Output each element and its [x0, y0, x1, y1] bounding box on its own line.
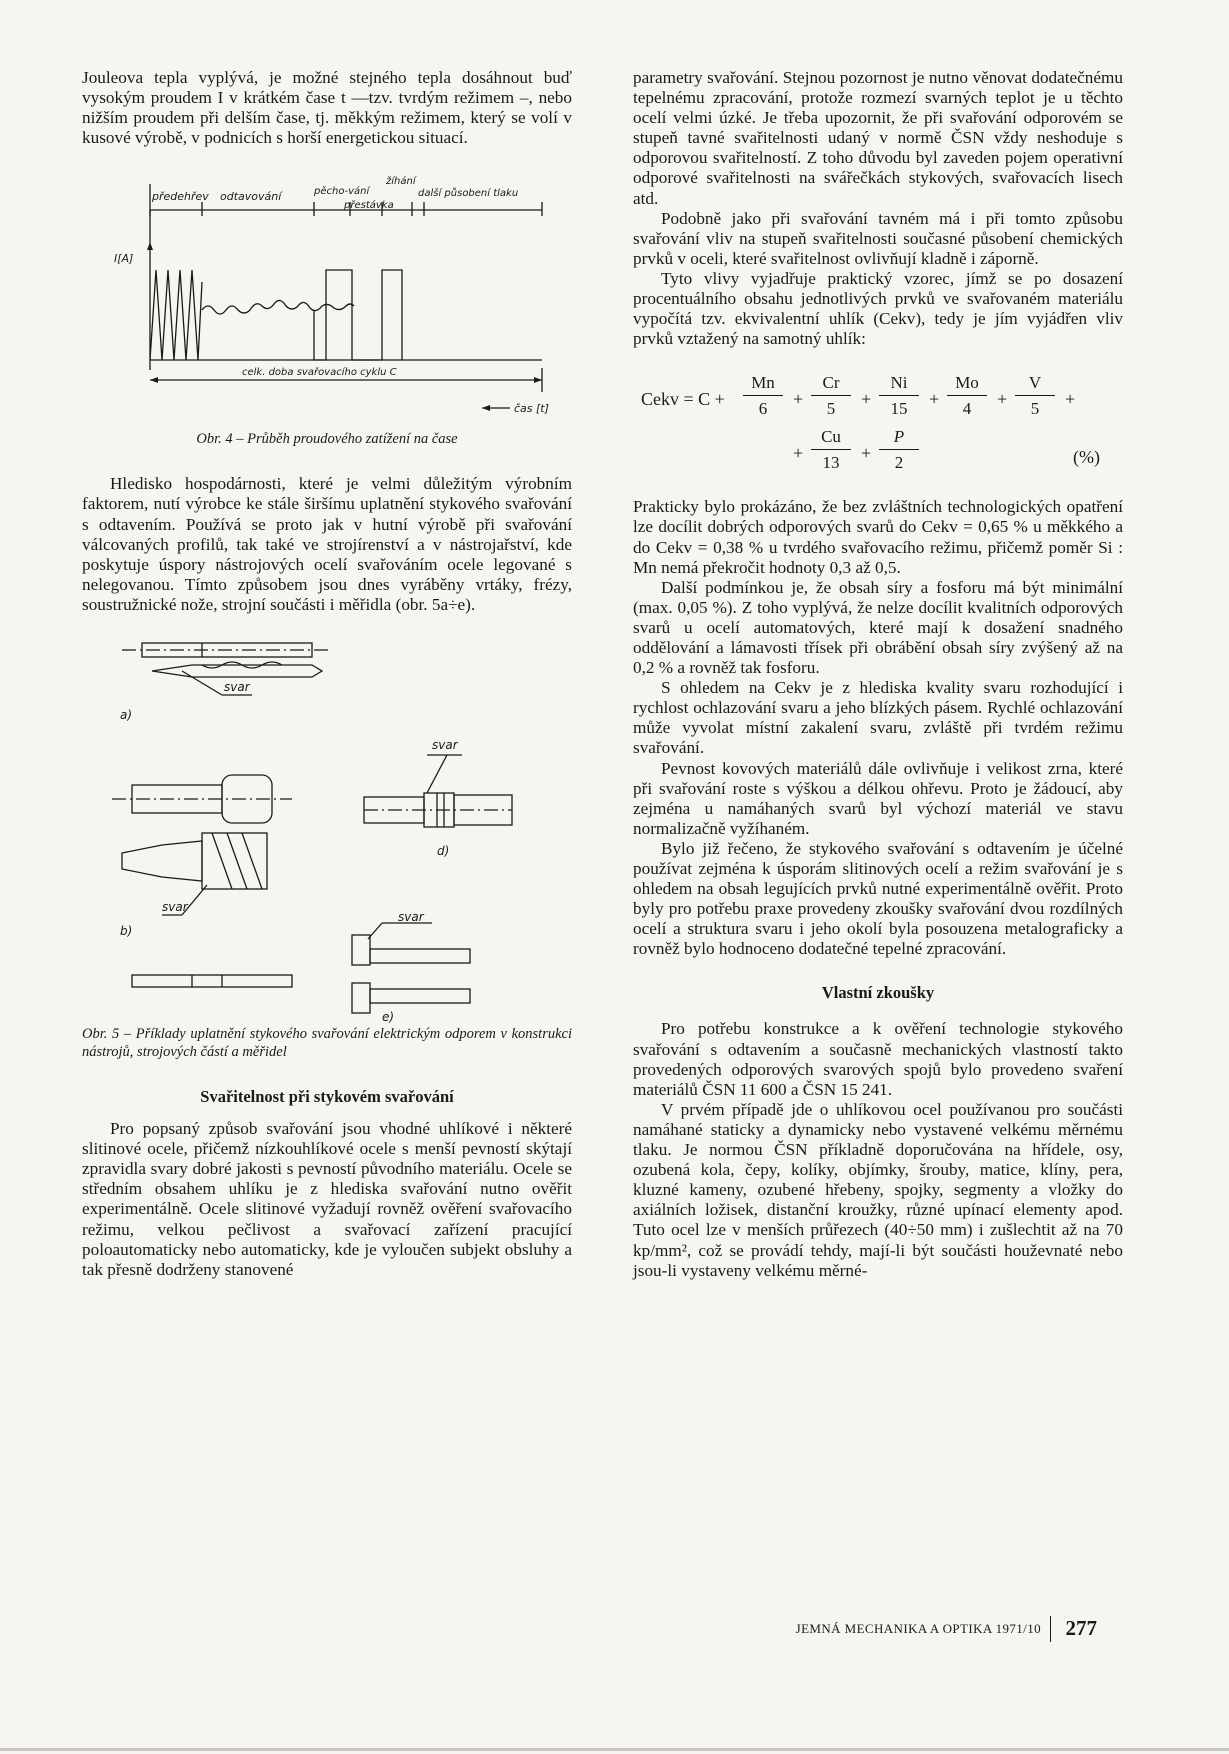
frac-ni: [879, 373, 919, 419]
frac-den: 5: [1030, 399, 1040, 419]
fig4-time-label: čas [t]: [514, 402, 549, 416]
paragraph: Pevnost kovových materiálů dále ovlivňuje i velikost zrna, které při svařování roste s výškou a délkou ohřevu. Proto je žádoucí, aby zejména u namáhaných svarů byl výchozí materiál ve stavu normalizačně vyžíhaném.: [633, 758, 1123, 838]
journal-name: JEMNÁ MECHANIKA A OPTIKA 1971/10: [795, 1621, 1041, 1636]
fig4-label-pechovani: pěcho-vání: [314, 186, 370, 198]
frac-den: 2: [894, 453, 904, 473]
section-heading: Svařitelnost při stykovém svařování: [200, 1087, 454, 1107]
formula-lhs: Cekv = C +: [641, 389, 725, 410]
fig5-label-b: b): [120, 924, 133, 939]
svar-label-b: svar: [162, 900, 188, 915]
fig4-label-odtavovani: odtavování: [220, 190, 282, 204]
frac-mo: [947, 373, 987, 419]
cekv-formula: [633, 367, 1123, 479]
frac-cu: [811, 427, 851, 473]
plus: +: [793, 443, 804, 464]
page-number: 277: [1065, 1616, 1097, 1640]
frac-v: [1015, 373, 1055, 419]
plus: +: [861, 443, 872, 464]
frac-den: 5: [826, 399, 836, 419]
right-column: [633, 68, 1123, 1281]
paragraph: Jouleova tepla vyplývá, je možné stejného tepla dosáhnout buď vysokým proudem I v krátkém čase t —tzv. tvrdým režimem –, nebo nižším proudem při delším čase, tj. měkkým režimem, který se volí v kusové výrobě, v podnicích s horší energetickou situací.: [82, 68, 572, 148]
plus: +: [997, 389, 1008, 410]
fig4-label-predehrev: předehřev: [152, 190, 209, 204]
paragraph: Pro potřebu konstrukce a k ověření technologie stykového svařování s odtavením a současně mechanických vlastností takto provedených odporových svarových spojů bylo provedeno svaření materiálů ČSN 11 600 a ČSN 15 241.: [633, 1019, 1123, 1099]
frac-den: 13: [822, 453, 840, 473]
paragraph: Tyto vlivy vyjadřuje praktický vzorec, jímž se po dosazení procentuálního obsahu jednotlivých prvků ve svařovaném materiálu vypočítá tzv. ekvivalentní uhlík (Cekv), tedy je jím vyjádřen vliv prvků vztažený na samotný uhlík:: [633, 268, 1123, 349]
formula-unit: (%): [1073, 447, 1100, 468]
fig4-y-axis-label: I[A]: [114, 252, 134, 266]
paragraph: Bylo již řečeno, že stykového svařování s odtavením je účelné používat zejména k úsporám slitinových ocelí a režim svařování je s ohledem na obsah legujících prvků nutné experimentálně ověřit. Proto byly pro potřebu praxe provedeny zkoušky svařování dvou rozdílných ocelí a struktura svaru i jeho okolí byla posouzena metalograficky a rovněž bylo hodnoceno dodatečné tepelné zpracování.: [633, 838, 1123, 959]
frac-num: V: [1028, 373, 1042, 393]
paragraph: Pro popsaný způsob svařování jsou vhodné uhlíkové i některé slitinové ocele, přičemž nízkouhlíkové ocele s menší pevností skýtají zpravidla svary dobré jakosti s pevností původního materiálu. Ocele se středním obsahem uhlíku je z hlediska svařování nutno ověřit experimentálně. Ocele slitinové vyžadují rovněž ověření svařovacího režimu, velkou pečlivost a svařovací zařízení pracující poloautomaticky nebo automaticky, kde je vyloučen subjekt obsluhy a tak přesně dodrženy stanovené: [82, 1119, 572, 1279]
paragraph: V prvém případě jde o uhlíkovou ocel používanou pro součásti namáhané staticky a dynamicky nebo vystavené velkému měrnému tlaku. Je normou ČSN příkladně doporučována na hřídele, osy, ozubená kola, čepy, kolíky, objímky, šrouby, matice, klíny, pera, kluzné kameny, ozubené hřebeny, spojky, segmenty a vložky do axiálních ložisek, distanční kroužky, různé upínací elementy apod. Tuto ocel lze v menších průřezech (40÷50 mm) i zušlechtit až na 70 kp/mm², což se provádí tehdy, mají-li být součásti houževnaté nebo jsou-li vystaveny velkému měrné-: [633, 1099, 1123, 1280]
frac-mn: [743, 373, 783, 419]
paragraph: Další podmínkou je, že obsah síry a fosforu má být minimální (max. 0,05 %). Z toho vyplývá, že nelze docílit kvalitních odporových svarů u ocelí automatových, které mají k dosažení snadného oddělování a lámavosti třísek při obrábění obsah síry zvýšený až na 0,2 % a rovněž tak fosforu.: [633, 577, 1123, 678]
page-footer: [757, 1616, 1097, 1640]
scan-edge: [0, 1748, 1229, 1751]
fig5-label-e: e): [382, 1010, 395, 1025]
figure-4-current-chart: [82, 170, 572, 420]
frac-p: [879, 427, 919, 473]
fig5-label-d: d): [437, 844, 450, 859]
frac-num: Mn: [751, 373, 775, 393]
paragraph: S ohledem na Cekv je z hlediska kvality svaru rozhodující i rychlost ochlazování svaru a jeho blízkých pásem. Rychlé ochlazování může vyvolat místní zakalení svaru, zvláště při tvrdém režimu svařování.: [633, 678, 1123, 758]
svar-label-a: svar: [224, 680, 250, 695]
left-column: [82, 68, 572, 1280]
frac-num: Mo: [955, 373, 979, 393]
plus: +: [793, 389, 804, 410]
frac-num: Ni: [890, 373, 908, 393]
fig4-label-prestavka: přestávka: [344, 200, 394, 212]
figure-5-drawings: [82, 635, 572, 1025]
fig4-cycle-label: celk. doba svařovacího cyklu C: [242, 367, 397, 379]
figure-4-caption: Obr. 4 – Průběh proudového zatížení na čase: [196, 431, 458, 448]
paragraph: Hledisko hospodárnosti, které je velmi důležitým výrobním faktorem, nutí výrobce ke stále širšímu uplatnění stykového svařování s odtavením. Používá se proto jak v hutní výrobě při svařování válcovaných profilů, tak také ve strojírenství a v nástrojařství, kde poskytuje úspory nástrojových ocelí svařováním ocele legované s nelegovanou. Tímto způsobem jsou dnes vyráběny vrtáky, frézy, soustružnické nože, strojní součásti i měřidla (obr. 5a÷e).: [82, 474, 572, 614]
frac-num: Cr: [822, 373, 840, 393]
fig5-label-a: a): [120, 708, 133, 723]
paragraph: parametry svařování. Stejnou pozornost je nutno věnovat dodatečnému tepelnému zpracování, protože rozmezí svarných teplot je u těchto ocelí velmi úzké. Je třeba upozornit, že při svařování odporovém se stupeň tavné svařitelnosti udaný v normě ČSN vždy neshoduje s odporovou svařitelností. Z toho důvodu byl zaveden pojem operativní odporové svařitelnosti na svářečkách stykových, svařovacích lisech atd.: [633, 68, 1123, 208]
svar-label-d: svar: [432, 738, 458, 753]
svar-label-e: svar: [398, 910, 424, 925]
paragraph: Podobně jako při svařování tavném má i při tomto způsobu svařování vliv na stupeň svařitelnosti současné působení chemických prvků v oceli, které svařitelnost ovlivňují kladně i záporně.: [633, 208, 1123, 268]
plus: +: [1065, 389, 1076, 410]
frac-den: 4: [962, 399, 972, 419]
frac-den: 6: [758, 399, 768, 419]
frac-cr: [811, 373, 851, 419]
footer-divider: [1050, 1616, 1052, 1642]
fig4-label-zihani: žíhání: [386, 176, 416, 188]
figure-5-caption: Obr. 5 – Příklady uplatnění stykového svařování elektrickým odporem v konstrukci nástrojů, strojových částí a měřidel: [82, 1026, 572, 1061]
frac-den: 15: [890, 399, 908, 419]
frac-num: Cu: [821, 427, 841, 447]
fig4-label-dalsi: další působení tlaku: [418, 188, 519, 200]
section-heading: Vlastní zkoušky: [821, 983, 935, 1003]
paragraph: Prakticky bylo prokázáno, že bez zvláštních technologických opatření lze docílit dobrých odporových svarů do Cekv = 0,65 % u měkkého a do Cekv = 0,38 % u tvrdého svařovacího režimu, přičemž poměr Si : Mn nemá překročit hodnoty 0,3 až 0,5.: [633, 497, 1123, 577]
frac-num: P: [893, 427, 905, 447]
plus: +: [861, 389, 872, 410]
plus: +: [929, 389, 940, 410]
